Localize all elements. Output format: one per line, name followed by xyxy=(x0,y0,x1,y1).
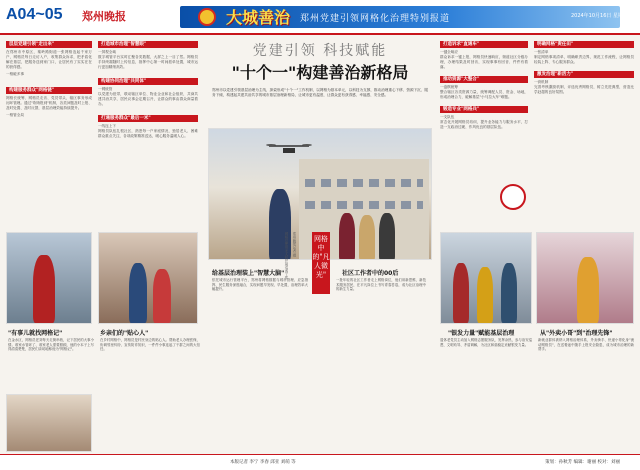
person-figure xyxy=(359,215,375,260)
page-footer xyxy=(0,454,640,470)
section-label: 推动资源"大整合" xyxy=(440,76,528,83)
footer-editors: 本版记者 李宁 李春 邱亚 刘萌 等 xyxy=(230,460,296,465)
section-kicker: 一网统管 xyxy=(98,87,113,91)
section-kicker: 一格破多事 xyxy=(6,72,24,76)
section-kicker: 一盘棋统筹 xyxy=(440,85,458,89)
feature-photo xyxy=(6,394,92,452)
headline-kicker: 党建引领 科技赋能 xyxy=(252,43,388,59)
section-text: 在郑州市中原区，秦岭路街道一张网格连起千家万户，网格员每日走访入户，收集群众诉求，把矛盾化解在基层，把服务送到家门口，让居民有了实实在在的获得感。 xyxy=(6,50,92,69)
feature-photo xyxy=(6,232,92,324)
page-number: A04~05 xyxy=(6,6,63,23)
feature-photo xyxy=(536,232,634,324)
photo-caption: 网格员使用无人机开展巡查工作 xyxy=(284,232,288,280)
section-label: 锻造专业"网格兵" xyxy=(440,106,528,113)
section-label: 构建协同治理"共同体" xyxy=(98,78,198,85)
section-text: 以党建为纽带，联动辖区单位、物业企业和社会组织，共商共建共治共享，居民议事会定期召开，让群众的事由群众商量着办。 xyxy=(98,92,198,106)
feature-title: "有事儿就找网格记" xyxy=(8,330,63,337)
newspaper-name: 郑州晚报 xyxy=(82,10,126,23)
section-kicker: 一键全响应 xyxy=(440,50,458,54)
section-text: 常态化开展网格员培训，提升业务能力与服务水平，打造一支政治过硬、作风优良的基层队伍。 xyxy=(440,120,528,129)
section-label: 打造城市治理"智慧眼" xyxy=(98,41,198,48)
feature-title: 乡亲们的"贴心人" xyxy=(100,330,149,337)
far-right-column xyxy=(534,38,634,228)
person-figure xyxy=(129,263,147,323)
section-label: 明确网格"责任田" xyxy=(534,41,634,48)
page-title: "十个一"构建善治新格局 xyxy=(231,63,409,82)
feature-photo xyxy=(440,232,532,324)
person-figure xyxy=(577,257,599,323)
section-text: 制定网格事项清单，明确职责边界，规范工作流程，让网格员轻装上阵、专心服务群众。 xyxy=(534,55,634,64)
photo-credit: 郑州晚报记者 摄 xyxy=(292,232,296,257)
feature-photo xyxy=(98,232,198,324)
feature-title: 从"外卖小哥"到"治理先锋" xyxy=(540,330,613,337)
person-figure xyxy=(453,263,469,323)
party-emblem-icon xyxy=(198,8,216,26)
section-kicker: 一屏观全域 xyxy=(98,50,116,54)
person-figure xyxy=(379,213,395,260)
feature-text: 依托城市运行管理平台，郑州将网格数据与城市管理、应急指挥、民生服务深度融合，实现问题早发现、早处置，治理效率大幅提升。 xyxy=(212,278,308,292)
section-text: 网格长统筹、网格员走访、党员带头，辖区事务形成闭环管理。通过"吹哨报到"机制，各类问题及时上报、及时处置、及时反馈，基层治理效能持续提升。 xyxy=(6,96,92,110)
section-kicker: 一线连上下 xyxy=(98,124,116,128)
section-text: 网格员队伍扎根社区，熟悉每一户家庭情况，独居老人、困难群众重点关注，各项政策精准送达，暖心服务温暖人心。 xyxy=(98,129,198,138)
feature-text: 新就业群体被纳入网格治理体系，外卖骑手、快递小哥化身"流动网格员"，在送餐途中随手上报安全隐患，成为城市治理的新帮手。 xyxy=(538,338,634,352)
section-kicker: 一格管全局 xyxy=(6,113,24,117)
section-kicker: 一支队伍 xyxy=(440,115,455,119)
person-figure xyxy=(153,269,171,323)
section-label: 打造诉求"直通车" xyxy=(440,41,528,48)
second-column xyxy=(98,38,198,248)
page-header xyxy=(0,0,640,34)
feature-title: 社区工作者中的00后 xyxy=(342,270,399,277)
section-label: 激发治理"新活力" xyxy=(534,71,634,78)
section-text: 整合辖区各类资源力量，统筹调配人员、资金、场地，形成治理合力，破解基层"小马拉大车"难题。 xyxy=(440,90,528,99)
feature-text: 在金水区，网格员老刘每天走街串巷，记下居民的大事小情。谁家水管坏了、谁家老人需要照顾，他的小本子上写得清清楚楚，居民们亲切地称他为"网格记"。 xyxy=(8,338,94,352)
side-title-box: 网格中的"凡人微光" xyxy=(312,232,330,294)
section-label: 构建服务群众"网格链" xyxy=(6,87,92,94)
building-windows xyxy=(305,179,423,187)
feature-text: 一批年轻的社区工作者走上网格岗位，他们用新思维、新技术服务居民，在平凡岗位上书写青春答卷，成为社区治理中的新生力量。 xyxy=(336,278,426,292)
feature-title: "银发力量"赋能基层治理 xyxy=(448,330,515,337)
section-label: 层层党建引领"走出来" xyxy=(6,41,92,48)
building-windows xyxy=(305,201,423,209)
feature-text: 退休老党员主动加入网格志愿服务队，发挥余热，参与治安巡逻、文明劝导、矛盾调解，为社区和谐稳定贡献银发力量。 xyxy=(440,338,532,347)
section-text: 完善考核激励机制，评选优秀网格员，树立先进典型，营造比学赶超的良好氛围。 xyxy=(534,85,634,94)
drone-icon xyxy=(265,143,313,157)
person-figure xyxy=(477,267,493,323)
column-brand: 大城善治 xyxy=(226,8,291,27)
section-text: 群众诉求一键上报，网格员快速响应，街道社区分级办理，办理结果及时回访，实现事事有回音、件件有着落。 xyxy=(440,55,528,69)
person-figure xyxy=(501,263,517,323)
section-kicker: 一张清单 xyxy=(534,50,549,54)
feature-text: 在乡村网格中，网格员是村民身边的贴心人。帮助老人办理医保、协调邻里纠纷、宣传防诈知识，一件件小事连起了干群之间的大信任。 xyxy=(100,338,200,352)
section-kicker: 一套机制 xyxy=(534,80,549,84)
issue-date: 2024年10月16日 星期三 xyxy=(570,13,628,19)
feature-title: 给基层治理装上"智慧大脑" xyxy=(212,270,285,277)
person-figure xyxy=(33,255,55,323)
footer-credits: 策划：孙秋芳 编辑：谢丽 校对：刘丽 xyxy=(545,460,620,465)
lead-paragraph: 郑州市以党建引领基层治理为主线，探索形成"十个一"工作机制，以网格为基本单元，以科技为支撑，推动治理重心下移、资源下沉、服务下倾，构建起共建共治共享的城市基层治理新格局，让城市更有温度，让群众更有获得感、幸福感、安全感。 xyxy=(212,88,428,97)
left-column xyxy=(6,38,92,228)
section-label: 打通服务群众"最后一米" xyxy=(98,115,198,122)
section-text: 数字城管平台实时汇聚各类数据，大屏之上一目了然。网格员手持终端随时上传信息，指挥中心第一时间派单处置，城市运行更加精细高效。 xyxy=(98,55,198,69)
person-figure xyxy=(339,213,355,260)
series-title: 郑州党建引领网格化治理特别报道 xyxy=(300,14,451,24)
decorative-badge xyxy=(500,184,526,210)
header-divider xyxy=(0,33,640,35)
